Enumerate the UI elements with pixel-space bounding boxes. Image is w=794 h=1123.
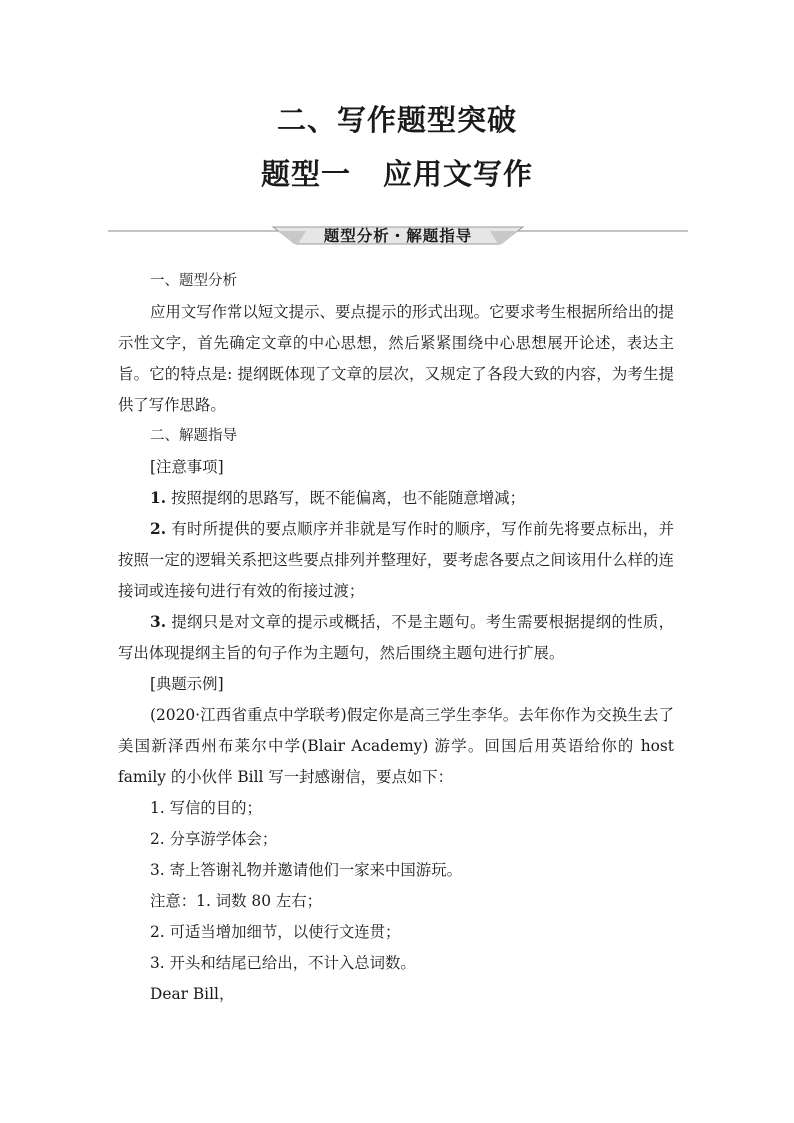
- page-title: 二、写作题型突破: [276, 103, 517, 137]
- example-point: 3. 寄上答谢礼物并邀请他们一家来中国游玩。: [150, 861, 462, 879]
- item-text: 按照提纲的思路写，既不能偏离，也不能随意增减；: [170, 489, 525, 507]
- guidance-item: [118, 607, 674, 669]
- guidance-item: [118, 514, 674, 607]
- example-note: 2. 可适当增加细节，以使行文连贯；: [150, 923, 401, 941]
- banner-label: 题型分析・解题指导: [323, 227, 473, 245]
- section-title: [0, 152, 794, 193]
- example-note: 3. 开头和结尾已给出，不计入总词数。: [150, 954, 416, 972]
- item-text: 提纲只是对文章的提示或概括，不是主题句。考生需要根据提纲的性质，写出体现提纲主旨的句子作为主题句，然后围绕主题句进行扩展。: [118, 613, 674, 662]
- guidance-heading: 二、解题指导: [150, 428, 237, 444]
- section-title-part1: 题型一: [260, 157, 351, 191]
- letter-salutation: Dear Bill，: [150, 985, 235, 1003]
- example-point: 1. 写信的目的；: [150, 799, 262, 817]
- analysis-heading: 一、题型分析: [150, 273, 237, 289]
- notes-label: [注意事项]: [150, 458, 224, 476]
- example-label: [典题示例]: [150, 675, 224, 693]
- example-note: 注意：1. 词数 80 左右；: [150, 892, 323, 910]
- item-number: 3.: [150, 613, 167, 631]
- analysis-paragraph: 应用文写作常以短文提示、要点提示的形式出现。它要求考生根据所给出的提示性文字，首先确定文章的中心思想，然后紧紧围绕中心思想展开论述，表达主旨。它的特点是: 提纲既体现了文章的层次，又规定了各段大致的内容，为考生提供了写作思路。: [118, 303, 674, 414]
- item-number: 2.: [150, 520, 167, 538]
- item-text: 有时所提供的要点顺序并非就是写作时的顺序，写作前先将要点标出，并按照一定的逻辑关系把这些要点排列并整理好，要考虑各要点之间该用什么样的连接词或连接句进行有效的衔接过渡；: [118, 520, 674, 600]
- guidance-item: [118, 483, 674, 514]
- section-banner: [108, 218, 688, 258]
- document-body: [118, 266, 674, 1010]
- item-number: 1.: [150, 489, 167, 507]
- example-point: 2. 分享游学体会；: [150, 830, 278, 848]
- section-title-part2: 应用文写作: [383, 157, 534, 191]
- example-intro: (2020·江西省重点中学联考)假定你是高三学生李华。去年你作为交换生去了美国新泽西州布莱尔中学(Blair Academy) 游学。回国后用英语给你的 host family 的小伙伴 Bill 写一封感谢信，要点如下：: [118, 706, 674, 786]
